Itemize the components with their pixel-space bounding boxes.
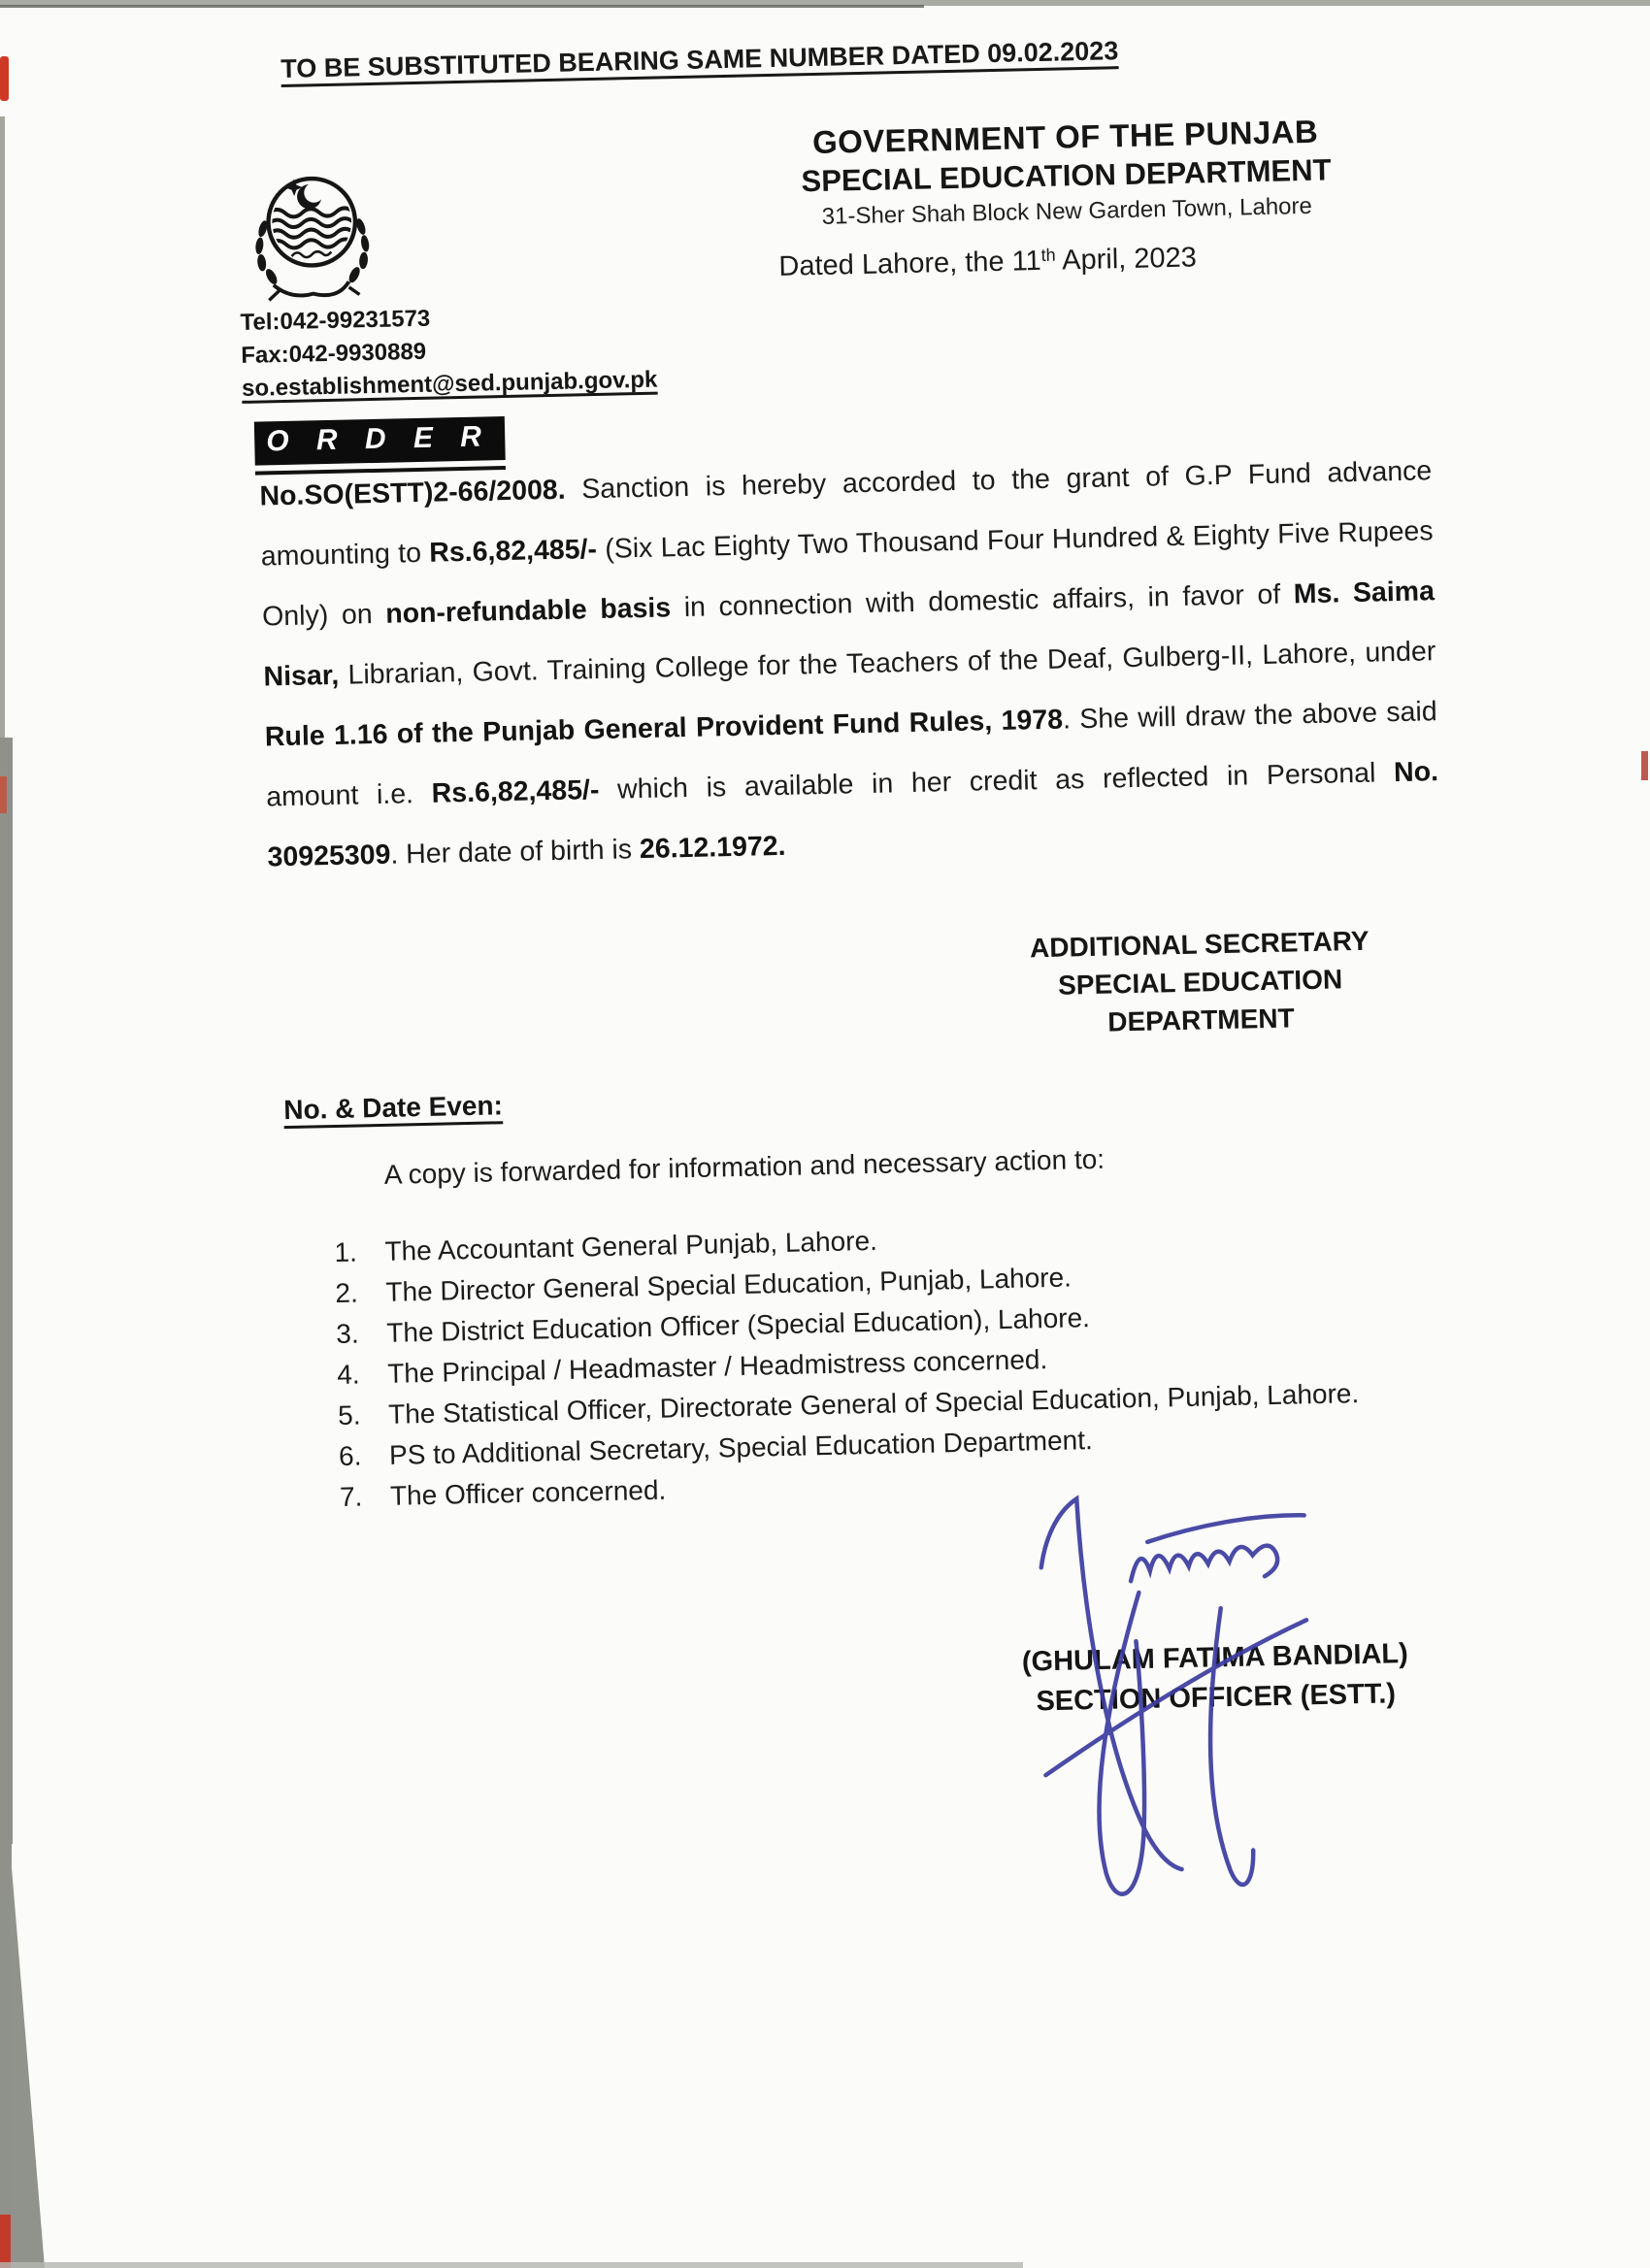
punjab-emblem-logo [241, 161, 376, 313]
cc-intro: A copy is forwarded for information and necessary action to: [383, 1143, 1106, 1190]
ribbon-icon [269, 281, 360, 301]
rule-reference: Rule 1.16 of the Punjab General Provident Fund Rules, 1978 [264, 704, 1064, 753]
government-title: GOVERNMENT OF THE PUNJAB [811, 113, 1319, 161]
fax-line: Fax:042-9930889 [241, 338, 427, 369]
scan-artifact-red-streak [0, 2215, 11, 2268]
additional-secretary-block [1005, 921, 1395, 1043]
signatory-name: (GHULAM FATIMA BANDIAL) [1021, 1638, 1409, 1678]
body-text: . Her date of birth is [390, 834, 641, 871]
river-waves-icon [268, 208, 353, 248]
personal-number: No. 30925309 [267, 756, 1439, 873]
handwritten-signature-ink [983, 1482, 1341, 1907]
signatory-title: SECTION OFFICER (ESTT.) [1036, 1678, 1397, 1718]
date-ordinal-superscript: th [1040, 245, 1056, 265]
date-of-birth: 26.12.1972. [639, 830, 786, 866]
email-line: so.establishment@sed.punjab.gov.pk [241, 366, 658, 402]
item-number: 4. [336, 1359, 360, 1391]
letterhead [749, 112, 1382, 232]
order-heading-label: O R D E R [254, 416, 506, 466]
signatory-line: SPECIAL EDUCATION [1057, 964, 1343, 1001]
item-text: The Accountant General Punjab, Lahore. [384, 1225, 878, 1266]
basis-text: non-refundable basis [384, 592, 672, 630]
body-text: . She will draw the above said amount i.e. [265, 696, 1437, 813]
date-text: Dated Lahore, the 11 [778, 245, 1042, 282]
department-title: SPECIAL EDUCATION DEPARTMENT [801, 152, 1332, 199]
amount: Rs.6,82,485/- [431, 773, 600, 809]
amount: Rs.6,82,485/- [428, 533, 598, 569]
body-text: which is available in her credit as reflected in Personal [599, 757, 1395, 805]
cc-heading: No. & Date Even: [282, 1090, 504, 1126]
body-text: Sanction is hereby accorded to the grant of G.P Fund advance amounting to [260, 455, 1433, 573]
item-text: The Principal / Headmaster / Headmistress concerned. [386, 1344, 1048, 1389]
contact-block [240, 298, 657, 406]
item-text: PS to Additional Secretary, Special Education Department. [388, 1425, 1094, 1470]
item-number: 3. [336, 1318, 360, 1350]
item-number: 5. [337, 1399, 361, 1431]
address-line: 31-Sher Shah Block New Garden Town, Lahore [821, 192, 1313, 230]
date-text: April, 2023 [1055, 242, 1198, 277]
substitution-notice: TO BE SUBSTITUTED BEARING SAME NUMBER DATED 09.02.2023 [280, 36, 1119, 83]
body-text: in connection with domestic affairs, in favor of [670, 578, 1295, 624]
item-text: The Officer concerned. [389, 1474, 667, 1511]
body-text: (Six Lac Eighty Two Thousand Four Hundred & Eighty Five Rupees Only) on [261, 515, 1434, 633]
item-number: 6. [338, 1440, 362, 1472]
item-text: The Statistical Officer, Directorate General of Special Education, Punjab, Lahore. [387, 1378, 1360, 1430]
signatory-line: DEPARTMENT [1106, 1003, 1295, 1037]
cc-list [334, 1210, 1412, 1519]
tel-line: Tel:042-99231573 [240, 305, 431, 336]
order-body-paragraph [259, 441, 1440, 887]
date-line [778, 242, 1197, 282]
item-number: 7. [339, 1481, 363, 1512]
item-number: 2. [335, 1277, 359, 1309]
signatory-line: ADDITIONAL SECRETARY [1029, 925, 1370, 964]
item-number: 1. [334, 1236, 358, 1268]
item-text: The District Education Officer (Special Education), Lahore. [385, 1302, 1091, 1348]
beneficiary-name: Ms. Saima Nisar, [263, 575, 1436, 693]
urdu-script-icon [292, 251, 332, 257]
body-text: Librarian, Govt. Training College for the Teachers of the Deaf, Gulberg-II, Lahore, under [338, 636, 1436, 691]
reference-number: No.SO(ESTT)2-66/2008. [259, 474, 566, 512]
item-text: The Director General Special Education, Punjab, Lahore. [385, 1262, 1072, 1307]
